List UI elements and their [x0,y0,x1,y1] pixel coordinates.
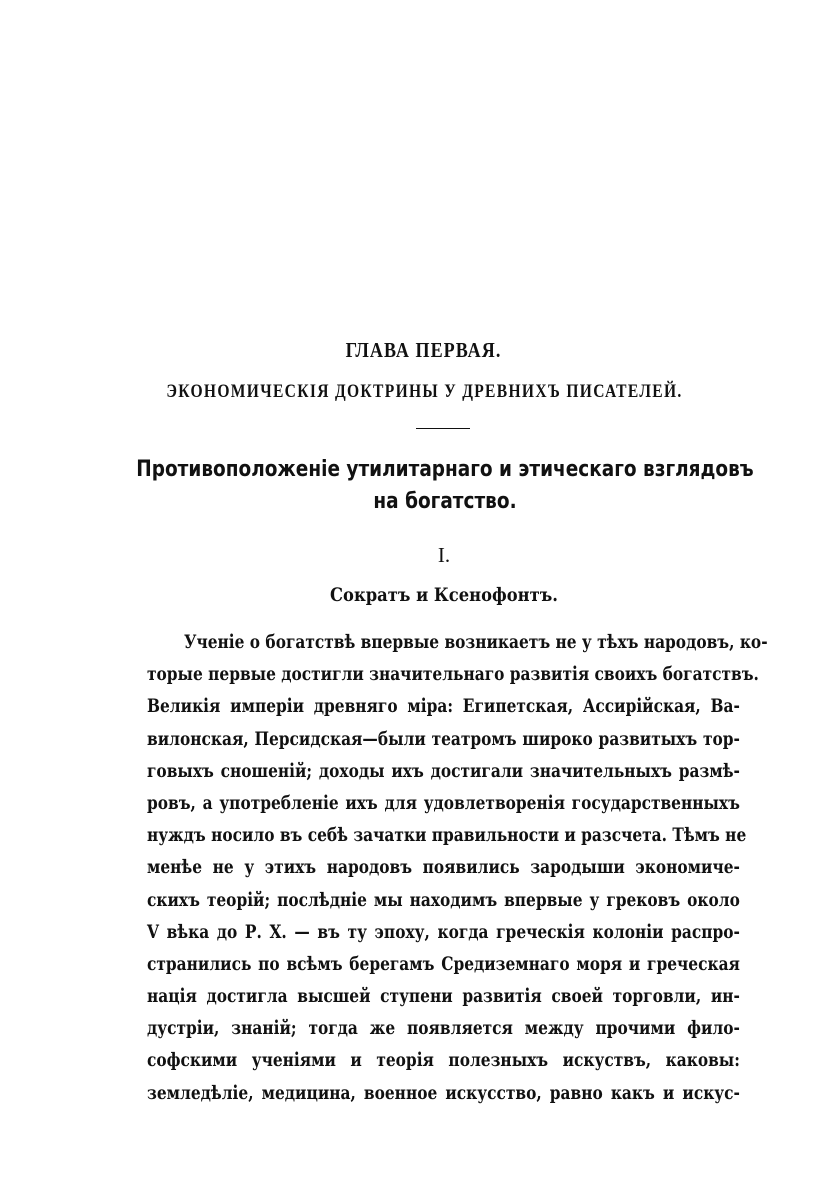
body-line: торые первые достигли значительнаго развитія своихъ богатствъ. [147,663,759,686]
body-line: Великія имперіи древняго міра: Египетская, Ассирійская, Ва- [147,695,740,718]
body-line: говыхъ сношеній; доходы ихъ достигали значительныхъ размѣ- [147,759,740,782]
section-title-line-2: на богатство. [373,489,517,514]
section-number: I. [437,543,451,567]
chapter-subtitle: ЭКОНОМИЧЕСКІЯ ДОКТРИНЫ У ДРЕВНИХЪ ПИСАТЕЛЕЙ. [166,381,683,402]
body-text [147,626,768,1109]
body-line: ровъ, а употребленіе ихъ для удовлетворенія государственныхъ [147,791,740,814]
body-line: менѣе не у этихъ народовъ появились зародыши экономиче- [147,856,740,879]
body-line: V вѣка до Р. Х. — въ ту эпоху, когда греческія колоніи распро- [147,920,740,943]
body-line: нуждъ носило въ себѣ зачатки правильности и разсчета. Тѣмъ не [147,824,747,847]
body-line: софскими ученіями и теорія полезныхъ искуствъ, каковы: [147,1049,740,1072]
section-title-line-1: Противоположеніе утилитарнаго и этическаго взглядовъ [136,457,754,482]
chapter-label: ГЛАВА ПЕРВАЯ. [345,338,502,362]
body-line: странились по всѣмъ берегамъ Средиземнаго моря и греческая [147,952,740,975]
body-line: вилонская, Персидская—были театромъ широко развитыхъ тор- [147,727,740,750]
body-line: скихъ теорій; послѣдніе мы находимъ впервые у грековъ около [147,888,740,911]
section-divider [416,428,470,429]
section-title [71,454,819,518]
body-line: земледѣліе, медицина, военное искусство, равно какъ и искус- [147,1081,740,1104]
body-line: нація достигла высшей ступени развитія своей торговли, ин- [147,985,740,1008]
body-line: Ученіе о богатствѣ впервые возникаетъ не у тѣхъ народовъ, ко- [184,631,768,653]
body-line: дустріи, знаній; тогда же появляется между прочими фило- [147,1017,740,1040]
section-heading: Сократъ и Ксенофонтъ. [330,584,558,606]
